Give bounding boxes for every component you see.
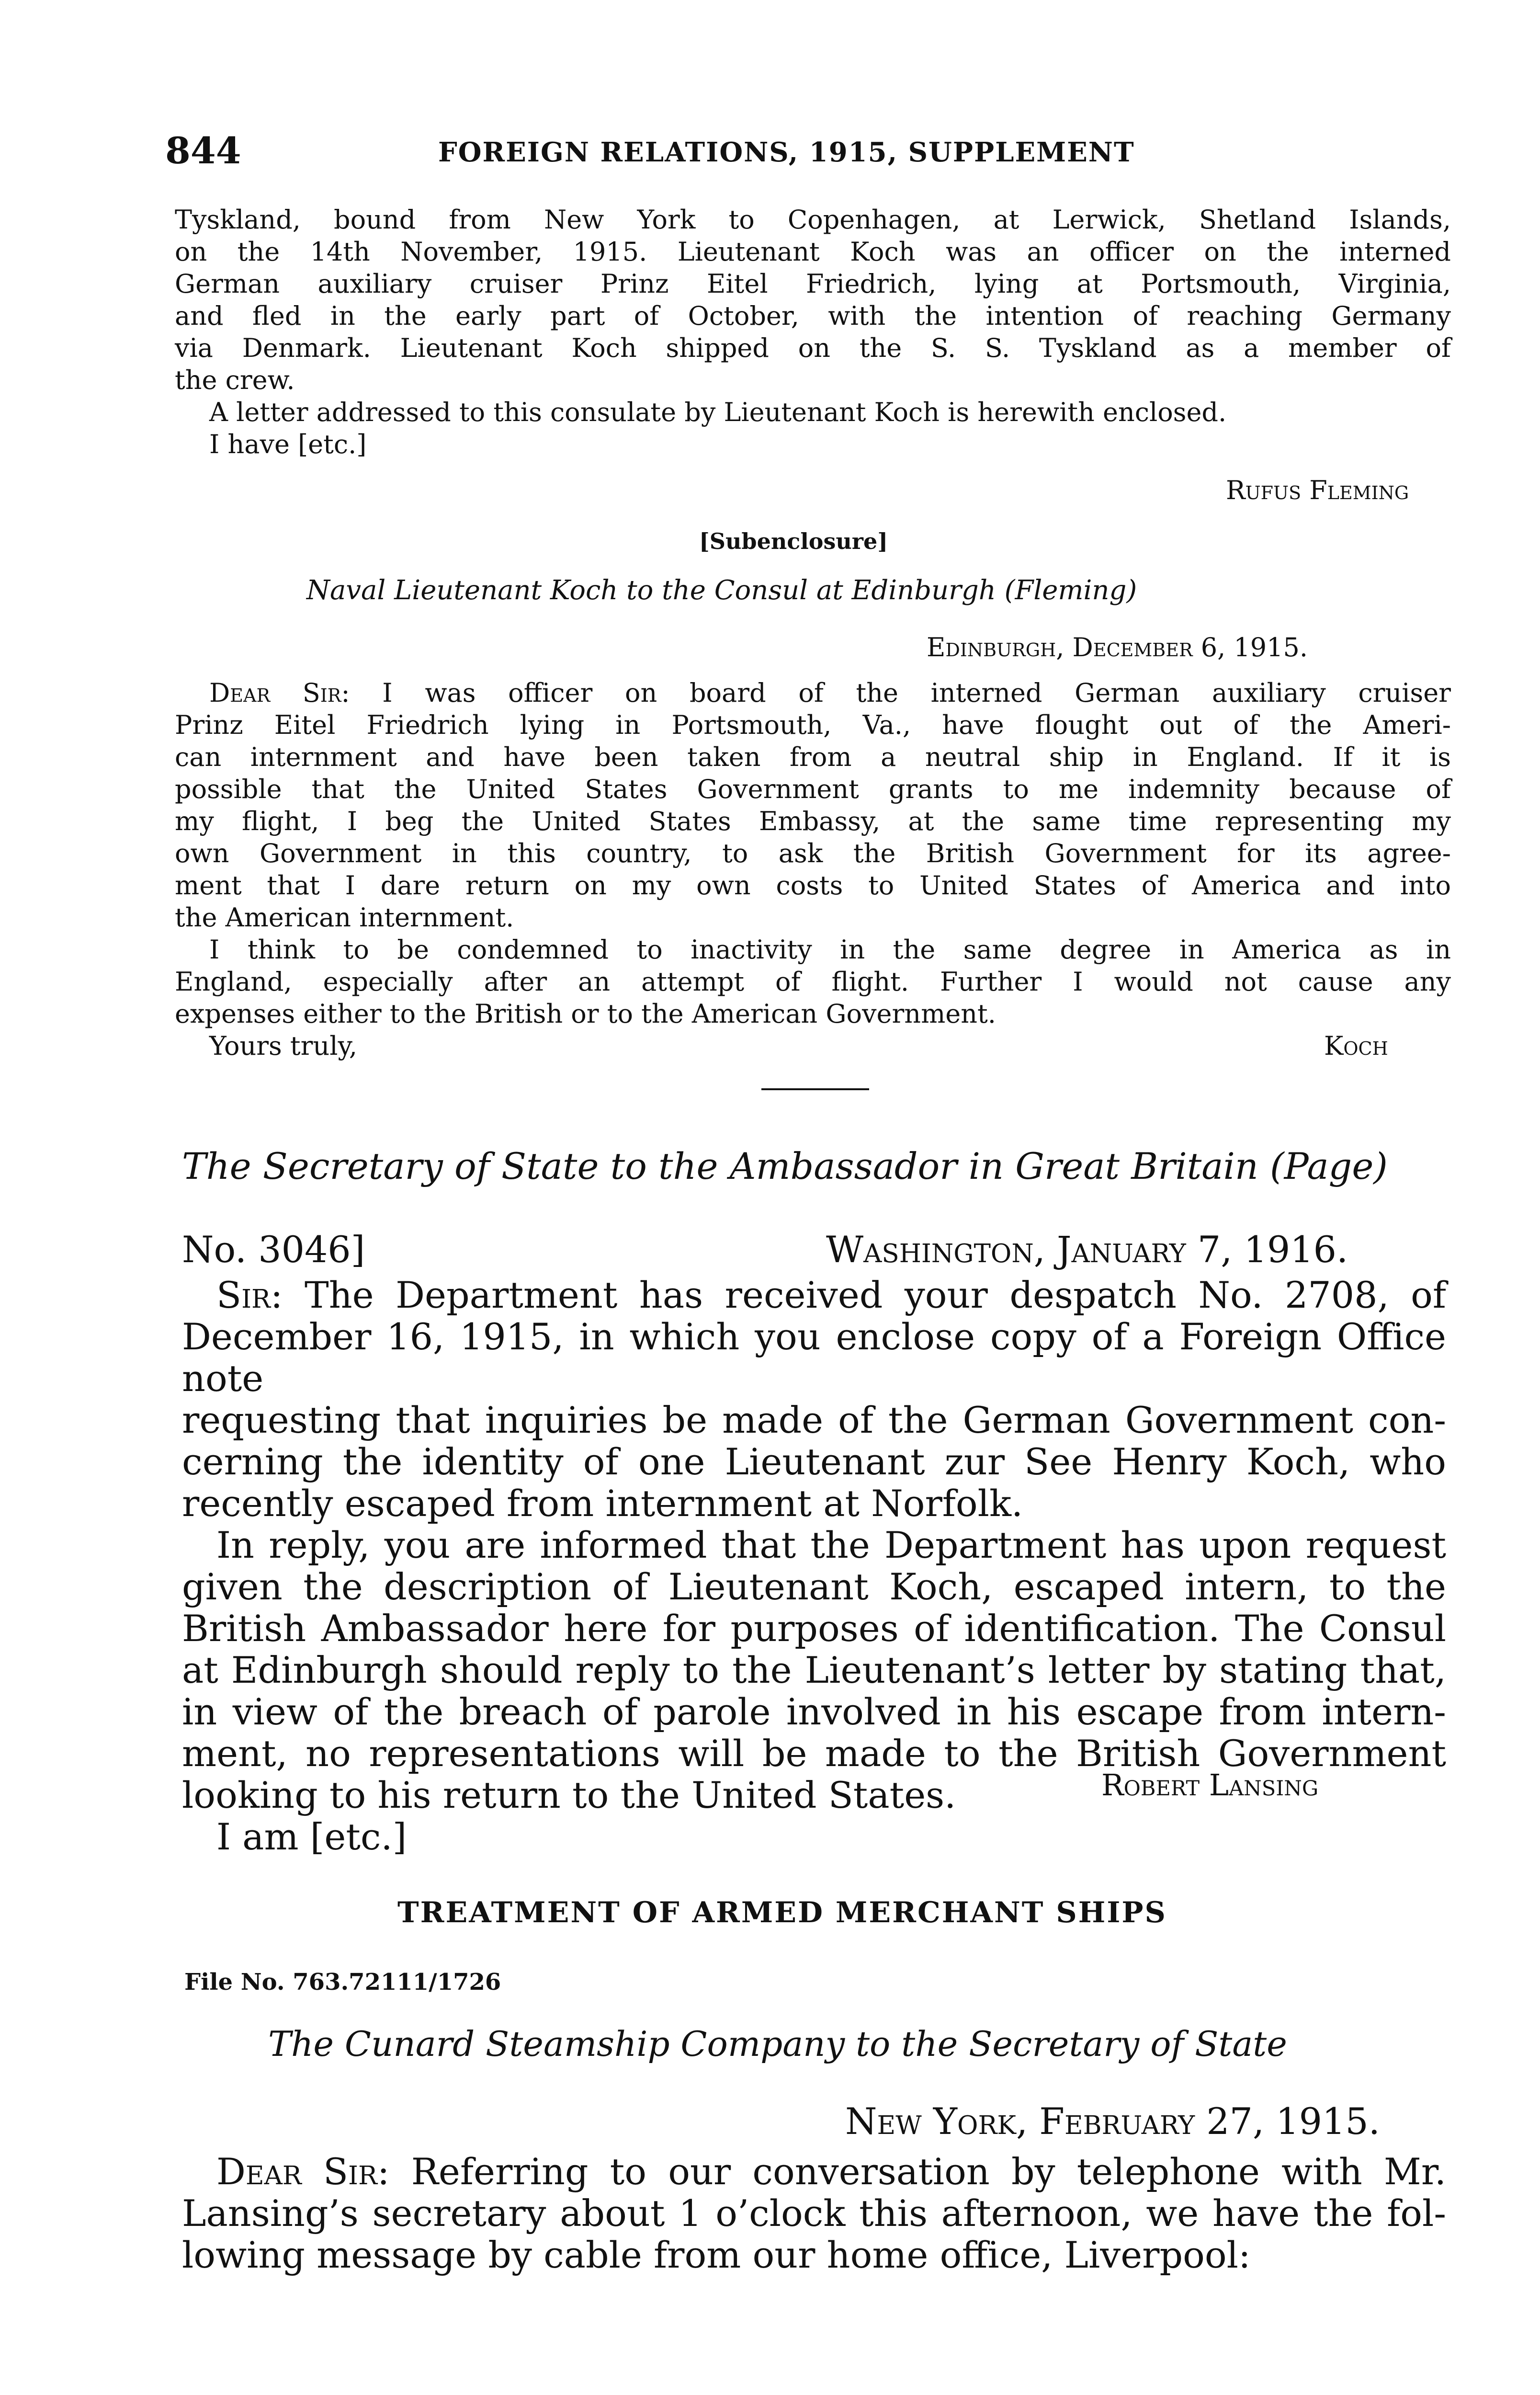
closing: Yours truly, (209, 1031, 357, 1061)
text-line: expenses either to the British or to the American Government. (175, 999, 996, 1029)
subenclosure-label: [Subenclosure] (699, 528, 888, 554)
text-line: via Denmark. Lieutenant Koch shipped on the S. S. Tyskland as a member of (175, 333, 1451, 363)
letter-title: The Secretary of State to the Ambassador in Great Britain (Page) (182, 1145, 1388, 1187)
text-line: given the description of Lieutenant Koch, escaped intern, to the (182, 1565, 1446, 1608)
continuation-paragraph (175, 204, 1451, 460)
text-line: Lansing’s secretary about 1 o’clock this afternoon, we have the fol- (182, 2192, 1446, 2235)
text-line: German auxiliary cruiser Prinz Eitel Friedrich, lying at Portsmouth, Virginia, (175, 269, 1451, 299)
cunard-letter-body (182, 2151, 1446, 2276)
file-number: File No. 763.72111/1726 (184, 1969, 501, 1996)
dateline-text: New York, February 27, 1915. (845, 2100, 1380, 2143)
text-line: Tyskland, bound from New York to Copenhagen, at Lerwick, Shetland Islands, (175, 205, 1451, 235)
closing: I have [etc.] (209, 429, 367, 459)
dateline-text: Edinburgh, December 6, 1915. (927, 632, 1308, 662)
text-line: ment, no representations will be made to the British Government (182, 1732, 1446, 1775)
page-number: 844 (165, 129, 241, 172)
salutation: Dear Sir: (216, 2150, 390, 2193)
running-head: FOREIGN RELATIONS, 1915, SUPPLEMENT (438, 137, 1135, 168)
text-line (182, 1274, 1446, 1316)
text-line: recently escaped from internment at Norfolk. (182, 1482, 1023, 1525)
text-line: A letter addressed to this consulate by Lieutenant Koch is herewith enclosed. (209, 397, 1227, 427)
letter-title: The Cunard Steamship Company to the Secretary of State (268, 2024, 1287, 2064)
text-line: my flight, I beg the United States Embassy, at the same time representing my (175, 806, 1451, 836)
text-line: I think to be condemned to inactivity in the same degree in America as in (209, 935, 1451, 965)
despatch-number: No. 3046] (182, 1228, 365, 1271)
text-line: at Edinburgh should reply to the Lieutenant’s letter by stating that, (182, 1649, 1446, 1691)
text-line: own Government in this country, to ask the British Government for its agree- (175, 838, 1451, 868)
text-line: England, especially after an attempt of flight. Further I would not cause any (175, 967, 1451, 997)
text-line: requesting that inquiries be made of the German Government con- (182, 1399, 1446, 1441)
signature-fleming: Rufus Fleming (1226, 475, 1409, 505)
text-line: looking to his return to the United States. (182, 1774, 956, 1816)
salutation: Sir: (216, 1274, 283, 1316)
text-line: the American internment. (175, 902, 514, 933)
text-line: can internment and have been taken from a neutral ship in England. If it is (175, 742, 1451, 772)
text-span: Referring to our conversation by telephone with Mr. (411, 2150, 1446, 2193)
dateline-text: Washington, January 7, 1916. (826, 1228, 1348, 1271)
text-line: lowing message by cable from our home office, Liverpool: (182, 2234, 1251, 2276)
text-line: possible that the United States Government grants to me indemnity because of (175, 774, 1451, 804)
salutation: Dear Sir: (209, 678, 350, 708)
dateline (845, 2100, 1380, 2142)
text-line: In reply, you are informed that the Department has upon request (216, 1524, 1446, 1566)
section-heading: TREATMENT OF ARMED MERCHANT SHIPS (397, 1896, 1167, 1929)
text-span: The Department has received your despatch No. 2708, of (305, 1274, 1446, 1316)
letter-title: Naval Lieutenant Koch to the Consul at Edinburgh (Fleming) (306, 575, 1137, 606)
koch-letter-body (175, 677, 1451, 1062)
closing: I am [etc.] (216, 1815, 407, 1858)
text-line: and fled in the early part of October, with the intention of reaching Germany (175, 301, 1451, 331)
text-line: December 16, 1915, in which you enclose copy of a Foreign Office note (182, 1315, 1446, 1400)
signature-lansing: Robert Lansing (1101, 1768, 1319, 1802)
text-line: ment that I dare return on my own costs to United States of America and into (175, 870, 1451, 901)
text-line: cerning the identity of one Lieutenant zur See Henry Koch, who (182, 1440, 1446, 1483)
text-line: British Ambassador here for purposes of identification. The Consul (182, 1607, 1446, 1650)
text-span: I was officer on board of the interned German auxiliary cruiser (382, 678, 1451, 708)
text-line: in view of the breach of parole involved in his escape from intern- (182, 1690, 1446, 1733)
text-line: the crew. (175, 365, 295, 395)
text-line: Prinz Eitel Friedrich lying in Portsmouth, Va., have flought out of the Ameri- (175, 710, 1451, 740)
text-line (182, 2151, 1446, 2192)
text-line (175, 677, 1451, 709)
text-line: on the 14th November, 1915. Lieutenant Koch was an officer on the interned (175, 237, 1451, 267)
divider-rule (761, 1088, 869, 1090)
signature-koch: Koch (1324, 1031, 1388, 1061)
dateline (927, 631, 1308, 663)
dateline (826, 1229, 1348, 1270)
